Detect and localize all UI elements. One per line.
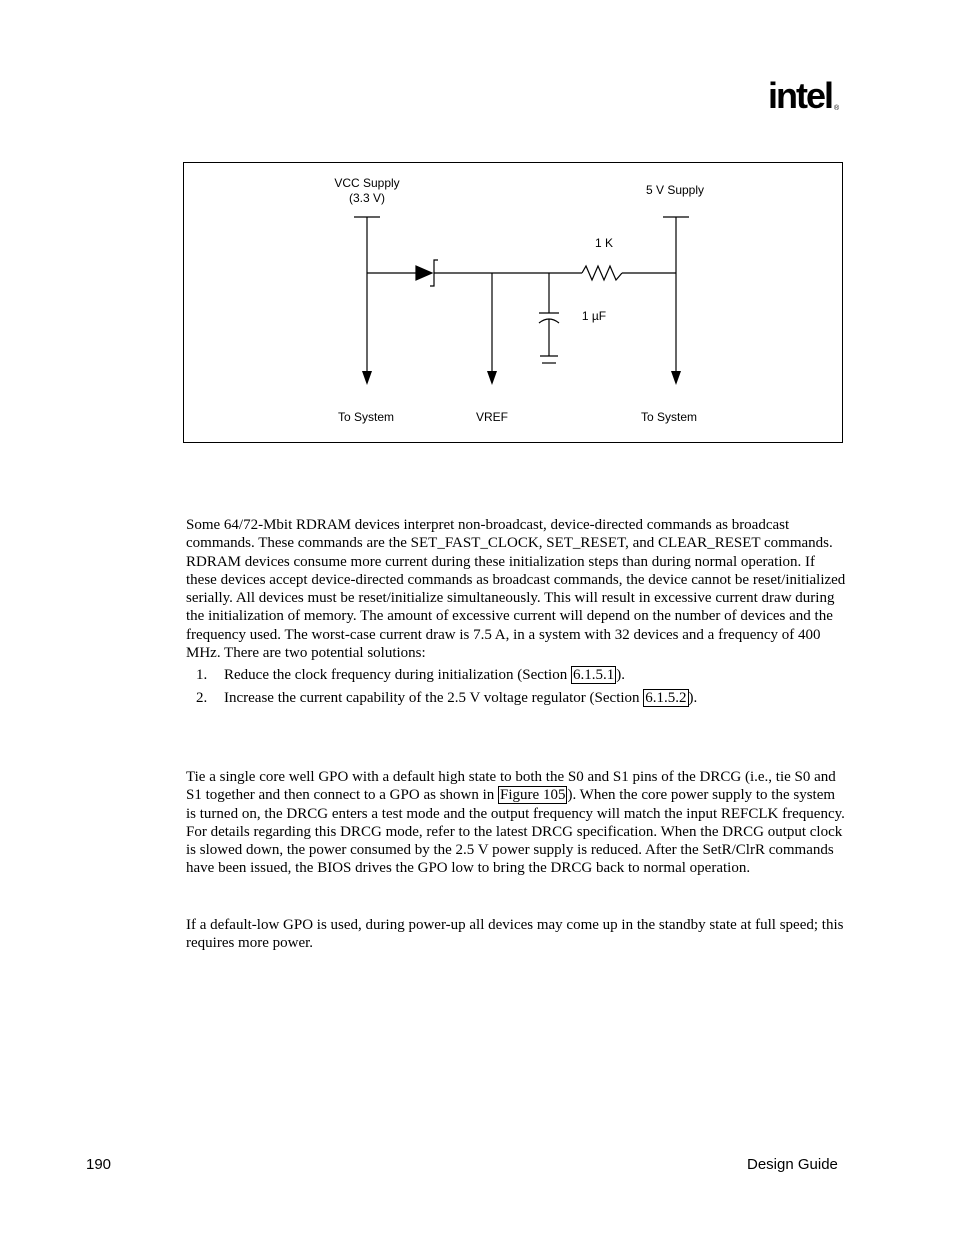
section-link-6-1-5-1[interactable]: 6.1.5.1 bbox=[572, 667, 615, 683]
circuit-schematic bbox=[184, 163, 844, 444]
resistor-symbol bbox=[582, 266, 622, 280]
resistor-label: 1 K bbox=[594, 236, 613, 250]
paragraph-default-low-gpo: If a default-low GPO is used, during power-up all devices may come up in the standby state at full speed; this requires more power. bbox=[186, 917, 844, 952]
document-title: Design Guide bbox=[747, 1156, 838, 1173]
solutions-list bbox=[196, 666, 697, 712]
circuit-diagram bbox=[183, 162, 843, 443]
list-item: 1. Reduce the clock frequency during initialization (Section 6.1.5.1 ). bbox=[196, 667, 625, 683]
arrow-to-system-left bbox=[362, 371, 372, 385]
vref-label: VREF bbox=[475, 410, 508, 424]
vcc-supply-label: VCC Supply (3.3 V) bbox=[334, 176, 400, 205]
figure-link-105[interactable]: Figure 105 bbox=[500, 787, 566, 804]
to-system-left-label: To System bbox=[337, 410, 394, 424]
diode-symbol bbox=[416, 266, 432, 280]
section-link-6-1-5-2[interactable]: 6.1.5.2 bbox=[645, 690, 687, 706]
to-system-right-label: To System bbox=[640, 410, 697, 424]
paragraph-rdram-devices: Some 64/72-Mbit RDRAM devices interpret non-broadcast, device-directed commands as broadcast commands. These commands are the SET_FAST_CLOCK, SET_RESET, and CLEAR_RESET commands. RDRAM devices consume more current during these initialization steps than during normal operation. If these devices accept device-directed commands as broadcast commands, the device cannot be reset/initialized serially. All devices must be reset/initialize simultaneously. This will result in excessive current draw during the initialization of memory. The amount of excessive current will depend on the number of devices and the frequency used. The worst-case current draw is 7.5 A, in a system with 32 devices and a frequency of 400 MHz. There are two potential solutions: bbox=[186, 517, 846, 662]
page-number: 190 bbox=[86, 1156, 112, 1173]
intel-logo: intel ® bbox=[768, 75, 840, 116]
supply5v-label: 5 V Supply bbox=[645, 183, 705, 197]
list-item: 2. Increase the current capability of the 2.5 V voltage regulator (Section 6.1.5.2 ). bbox=[196, 690, 698, 706]
capacitor-label: 1 µF bbox=[581, 309, 607, 323]
arrow-vref bbox=[487, 371, 497, 385]
arrow-to-system-right bbox=[671, 371, 681, 385]
paragraph-gpo: Tie a single core well GPO with a default high state to both the S0 and S1 pins of the DRCG (i.e., tie S0 and S1 together and then connect to a GPO as shown in Figure 105 ). When the core power supply to the system is turned on, the DRCG enters a test mode and the output frequency will match the input REFCLK frequency. For details regarding this DRCG mode, refer to the latest DRCG specification. When the DRCG output clock is slowed down, the power consumed by the 2.5 V power supply is reduced. After the SetR/ClrR commands have been issued, the BIOS drives the GPO low to bring the DRCG back to normal operation. bbox=[186, 769, 845, 877]
